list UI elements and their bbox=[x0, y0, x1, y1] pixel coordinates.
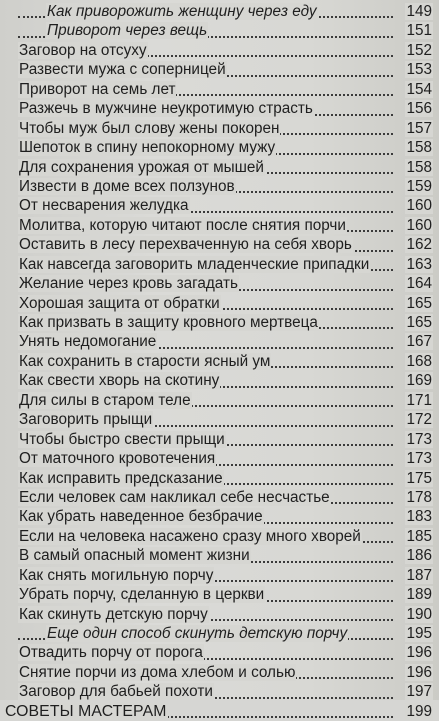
toc-entry bbox=[0, 119, 439, 138]
toc-entry-title bbox=[18, 274, 241, 293]
toc-entry-title-text: Чтобы муж был слову жены покорен bbox=[19, 119, 280, 137]
toc-entry-page-number bbox=[393, 371, 433, 390]
toc-entry-title-text: Чтобы быстро свести прыщи bbox=[19, 430, 225, 448]
toc-entry-page-number bbox=[393, 235, 433, 254]
toc-entry-page-number-text: 189 bbox=[406, 586, 432, 604]
toc-entry-title-text: Развести мужа с соперницей bbox=[19, 61, 226, 79]
toc-entry bbox=[0, 449, 439, 468]
toc-entry-title bbox=[18, 216, 349, 235]
toc-entry-page-number bbox=[393, 332, 433, 351]
toc-entry-page-number-text: 152 bbox=[406, 41, 432, 59]
toc-entry-page-number bbox=[393, 21, 433, 40]
toc-entry-page-number-text: 175 bbox=[406, 469, 432, 487]
toc-entry-page-number bbox=[393, 196, 433, 215]
toc-entry bbox=[0, 21, 439, 40]
toc-entry-page-number-text: 157 bbox=[406, 119, 432, 137]
toc-entry-title-text: Если человек сам накликал себе несчастье bbox=[19, 488, 330, 506]
toc-entry-title bbox=[18, 255, 372, 274]
toc-entry-title bbox=[46, 21, 210, 40]
toc-entry-title-text: В самый опасный момент жизни bbox=[19, 547, 250, 565]
toc-entry-page-number bbox=[393, 391, 433, 410]
toc-entry-title bbox=[18, 507, 266, 526]
toc-entry-page-number-text: 153 bbox=[406, 61, 432, 79]
toc-entry-title-text: Унять недомогание bbox=[19, 333, 157, 351]
toc-entry-page-number bbox=[393, 216, 433, 235]
toc-entry bbox=[0, 410, 439, 429]
toc-entry-page-number-text: 165 bbox=[406, 314, 432, 331]
toc-entry bbox=[0, 585, 439, 604]
toc-entry-title bbox=[18, 352, 273, 371]
toc-entry-title bbox=[18, 449, 218, 468]
toc-entry-page-number bbox=[393, 99, 433, 118]
toc-entry bbox=[0, 60, 439, 79]
toc-entry bbox=[0, 41, 439, 60]
toc-entry-title bbox=[18, 80, 178, 99]
toc-entry-page-number bbox=[393, 702, 433, 721]
toc-entry-title-text: Разжечь в мужчине неукротимую страсть bbox=[19, 100, 313, 118]
toc-entry-title bbox=[18, 605, 211, 624]
toc-entry-title bbox=[4, 702, 170, 721]
toc-entry-page-number-text: 168 bbox=[406, 352, 432, 370]
toc-entry-title-text: Как скинуть детскую порчу bbox=[19, 605, 208, 623]
toc-entry bbox=[0, 643, 439, 662]
toc-entry-title bbox=[18, 294, 223, 313]
toc-entry-page-number-text: 187 bbox=[406, 566, 432, 584]
toc-entry-page-number bbox=[393, 41, 433, 60]
toc-entry-page-number-text: 196 bbox=[406, 663, 432, 681]
toc-entry-page-number-text: 186 bbox=[406, 547, 432, 565]
toc-entry-title bbox=[18, 410, 155, 429]
toc-entry-page-number-text: 196 bbox=[406, 644, 432, 662]
toc-entry-title bbox=[18, 99, 316, 118]
toc-entry bbox=[0, 391, 439, 410]
toc-entry bbox=[0, 235, 439, 254]
toc-entry-page-number bbox=[393, 158, 433, 177]
toc-entry-page-number bbox=[393, 410, 433, 429]
toc-entry bbox=[0, 352, 439, 371]
toc-entry-title-text: Как сохранить в старости ясный ум bbox=[19, 352, 271, 370]
toc-entry-page-number bbox=[393, 2, 433, 21]
toc-entry-page-number-text: 185 bbox=[406, 527, 432, 545]
toc-entry-page-number-text: 173 bbox=[406, 430, 432, 448]
toc-entry-title bbox=[18, 235, 355, 254]
toc-entry-page-number-text: 154 bbox=[406, 80, 432, 98]
toc-entry-page-number-text: 167 bbox=[406, 333, 432, 351]
toc-entry bbox=[0, 138, 439, 157]
toc-entry-title bbox=[18, 643, 206, 662]
toc-entry bbox=[0, 605, 439, 624]
toc-entry-page-number bbox=[393, 469, 433, 488]
toc-entry-title-text: Еще один способ скинуть детскую порчу bbox=[47, 625, 348, 642]
toc-entry-title-text: Для силы в старом теле bbox=[19, 391, 191, 409]
toc-entry bbox=[0, 371, 439, 390]
toc-entry-page-number-text: 195 bbox=[406, 625, 432, 642]
toc-entry-title bbox=[18, 41, 150, 60]
toc-entry-title bbox=[18, 313, 321, 332]
toc-entry-page-number bbox=[393, 546, 433, 565]
toc-entry bbox=[0, 469, 439, 488]
toc-entry-page-number-text: 199 bbox=[406, 702, 432, 720]
toc-entry-title-text: Как свести хворь на скотину bbox=[19, 372, 220, 390]
toc-entry-title bbox=[18, 196, 192, 215]
toc-entry-title-text: Как навсегда заговорить младенческие припадки bbox=[19, 255, 370, 273]
toc-entry bbox=[0, 527, 439, 546]
toc-entry-title bbox=[18, 391, 194, 410]
toc-entry-title-text: Отвадить порчу от порога bbox=[19, 644, 203, 662]
toc-entry-page-number-text: 178 bbox=[406, 488, 432, 506]
toc-entry-page-number bbox=[393, 449, 433, 468]
toc-entry-page-number bbox=[393, 119, 433, 138]
toc-entry-title-text: СОВЕТЫ МАСТЕРАМ bbox=[5, 702, 167, 720]
toc-entry bbox=[0, 294, 439, 313]
toc-entry-title-text: Как снять могильную порчу bbox=[19, 566, 214, 584]
toc-entry-title-text: Как приворожить женщину через еду bbox=[47, 3, 317, 20]
toc-entry-page-number bbox=[393, 352, 433, 371]
toc-entry-title bbox=[18, 546, 253, 565]
table-of-contents bbox=[0, 2, 439, 721]
toc-entry-title-text: От несварения желудка bbox=[19, 197, 189, 215]
toc-entry-title-text: Как исправить предсказание bbox=[19, 469, 223, 487]
toc-entry-page-number-text: 164 bbox=[406, 275, 432, 293]
toc-entry bbox=[0, 99, 439, 118]
toc-entry-title bbox=[18, 60, 229, 79]
toc-entry bbox=[0, 274, 439, 293]
toc-entry-title-text: От маточного кровотечения bbox=[19, 450, 216, 468]
toc-entry-page-number bbox=[393, 643, 433, 662]
toc-entry-title bbox=[18, 177, 238, 196]
toc-entry-page-number bbox=[393, 566, 433, 585]
toc-entry bbox=[0, 663, 439, 682]
toc-entry-page-number bbox=[393, 177, 433, 196]
toc-entry bbox=[0, 566, 439, 585]
toc-entry-title bbox=[18, 566, 216, 585]
toc-entry-title-text: Заговор на отсуху bbox=[19, 41, 147, 59]
toc-entry-page-number bbox=[393, 663, 433, 682]
toc-entry-page-number-text: 183 bbox=[406, 508, 432, 526]
toc-entry-page-number bbox=[393, 274, 433, 293]
toc-entry-title bbox=[18, 527, 364, 546]
toc-entry bbox=[0, 682, 439, 701]
toc-entry-title bbox=[18, 332, 159, 351]
toc-entry-page-number bbox=[393, 80, 433, 99]
toc-entry-title bbox=[18, 663, 298, 682]
toc-entry-title-text: Заговорить прыщи bbox=[19, 411, 153, 429]
toc-entry-title bbox=[18, 469, 226, 488]
toc-entry-page-number-text: 160 bbox=[406, 216, 432, 234]
toc-entry-title bbox=[46, 2, 320, 21]
toc-entry bbox=[0, 332, 439, 351]
toc-entry-page-number bbox=[393, 60, 433, 79]
toc-entry bbox=[0, 313, 439, 332]
toc-entry-page-number-text: 190 bbox=[406, 605, 432, 623]
toc-entry-title-text: Заговор для бабьей похоти bbox=[19, 683, 213, 701]
toc-entry bbox=[0, 216, 439, 235]
toc-entry-page-number-text: 197 bbox=[406, 683, 432, 701]
toc-entry bbox=[0, 158, 439, 177]
toc-entry-page-number-text: 165 bbox=[406, 294, 432, 312]
toc-entry-title-text: Если на человека насажено сразу много хворей bbox=[19, 527, 361, 545]
toc-entry-title-text: Желание через кровь загадать bbox=[19, 275, 238, 293]
toc-entry-title-text: Приворот через вещь bbox=[47, 22, 208, 40]
toc-entry-page-number bbox=[393, 527, 433, 546]
toc-entry-page-number-text: 149 bbox=[406, 3, 432, 20]
toc-entry-title bbox=[18, 119, 282, 138]
toc-entry-page-number-text: 171 bbox=[406, 391, 432, 409]
toc-entry-title bbox=[18, 585, 267, 604]
toc-entry-page-number-text: 158 bbox=[406, 158, 432, 176]
toc-entry-page-number-text: 163 bbox=[406, 255, 432, 273]
toc-entry-title-text: Хорошая защита от обратки bbox=[19, 294, 220, 312]
toc-entry-page-number bbox=[393, 138, 433, 157]
toc-entry-title bbox=[18, 371, 222, 390]
toc-entry-page-number-text: 162 bbox=[406, 236, 432, 254]
toc-entry-page-number bbox=[393, 605, 433, 624]
toc-entry-page-number-text: 173 bbox=[406, 450, 432, 468]
toc-entry bbox=[0, 177, 439, 196]
toc-entry-page-number-text: 156 bbox=[406, 100, 432, 118]
toc-section-entry bbox=[0, 702, 439, 721]
toc-entry bbox=[0, 507, 439, 526]
toc-entry-title-text: Убрать порчу, сделанную в церкви bbox=[19, 586, 265, 604]
toc-entry-page-number bbox=[393, 682, 433, 701]
toc-entry-page-number bbox=[393, 430, 433, 449]
toc-entry-page-number bbox=[393, 313, 433, 332]
toc-entry-title-text: Снятие порчи из дома хлебом и солью bbox=[19, 663, 296, 681]
toc-entry-title-text: Приворот на семь лет bbox=[19, 80, 176, 98]
toc-entry-title bbox=[18, 488, 333, 507]
toc-entry-title-text: Для сохранения урожая от мышей bbox=[19, 158, 264, 176]
toc-entry-page-number bbox=[393, 507, 433, 526]
toc-entry bbox=[0, 546, 439, 565]
toc-entry-title-text: Оставить в лесу перехваченную на себя хворь bbox=[19, 236, 352, 254]
toc-entry-page-number bbox=[393, 294, 433, 313]
toc-entry-title bbox=[18, 682, 216, 701]
toc-entry-title bbox=[46, 624, 350, 643]
toc-entry-page-number bbox=[393, 255, 433, 274]
toc-entry-page-number bbox=[393, 624, 433, 643]
toc-entry-page-number-text: 159 bbox=[406, 177, 432, 195]
toc-entry bbox=[0, 624, 439, 643]
toc-entry bbox=[0, 80, 439, 99]
toc-entry-page-number-text: 172 bbox=[406, 411, 432, 429]
toc-entry-title bbox=[18, 158, 267, 177]
toc-entry-page-number-text: 169 bbox=[406, 372, 432, 390]
toc-entry-title bbox=[18, 138, 278, 157]
toc-entry-title-text: Молитва, которую читают после снятия порчи bbox=[19, 216, 346, 234]
toc-entry bbox=[0, 488, 439, 507]
toc-entry-title-text: Как убрать наведенное безбрачие bbox=[19, 508, 263, 526]
toc-entry-page-number bbox=[393, 488, 433, 507]
toc-entry-title bbox=[18, 430, 228, 449]
toc-entry bbox=[0, 196, 439, 215]
toc-entry-page-number bbox=[393, 585, 433, 604]
toc-entry bbox=[0, 430, 439, 449]
toc-entry-title-text: Шепоток в спину непокорному мужу bbox=[19, 139, 276, 157]
toc-entry-page-number-text: 151 bbox=[406, 22, 432, 40]
toc-entry-title-text: Извести в доме всех ползунов bbox=[19, 177, 235, 195]
toc-entry-title-text: Как призвать в защиту кровного мертвеца bbox=[19, 314, 318, 331]
toc-entry bbox=[0, 2, 439, 21]
toc-entry-page-number-text: 158 bbox=[406, 139, 432, 157]
toc-entry-page-number-text: 160 bbox=[406, 197, 432, 215]
toc-entry bbox=[0, 255, 439, 274]
